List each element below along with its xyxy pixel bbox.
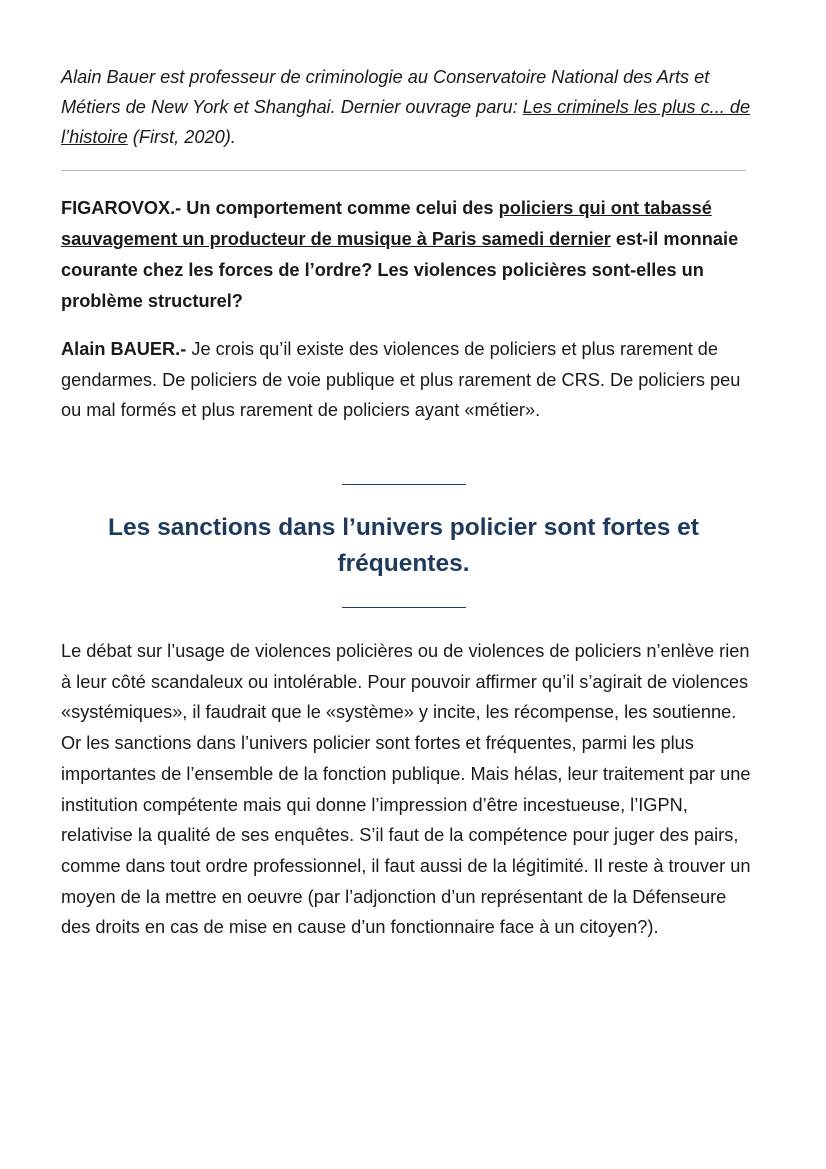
- body-paragraph: Le débat sur l’usage de violences policières ou de violences de policiers n’enlève rien à leur côté scandaleux ou intolérable. Pour pouvoir affirmer qu’il s’agirait de violences «systémiques», il faudrait que le «système» y incite, les récompense, les soutienne. Or les sanctions dans l’univers policier sont fortes et fréquentes, parmi les plus importantes de l’ensemble de la fonction publique. Mais hélas, leur traitement par une institution compétente mais qui donne l’impression d’être incestueuse, l’IGPN, relativise la qualité de ses enquêtes. S’il faut de la compétence pour juger des pairs, comme dans tout ordre professionnel, il faut aussi de la légitimité. Il reste à trouver un moyen de la mettre en oeuvre (par l’adjonction d’un représentant de la Défenseure des droits en cas de mise en cause d’un fonctionnaire face à un citoyen?).: [61, 641, 751, 938]
- answer-text: Je crois qu’il existe des violences de policiers et plus rarement de gendarmes. De policiers de voie publique et plus rarement de CRS. De policiers peu ou mal formés et plus rarement de policiers ayant «métier».: [61, 339, 741, 420]
- author-bio-publisher: (First, 2020).: [127, 127, 236, 147]
- author-bio: [61, 62, 751, 152]
- question-text-start: Un comportement comme celui des: [186, 198, 499, 218]
- interview-answer: [61, 334, 751, 426]
- subhead-rule-bottom: [342, 607, 466, 608]
- section-divider: [61, 170, 746, 171]
- book-link[interactable]: Les criminels les plus c... de l’histoire: [61, 97, 751, 147]
- question-speaker: FIGAROVOX.-: [61, 198, 187, 218]
- author-bio-text: Alain Bauer est professeur de criminologie au Conservatoire National des Arts et Métiers de New York et Shanghai. Dernier ouvrage paru:: [61, 67, 710, 117]
- question-text-end: est-il monnaie courante chez les forces de l’ordre? Les violences policières sont-elles un problème structurel?: [61, 229, 739, 311]
- interview-question: [61, 193, 751, 317]
- answer-speaker: Alain BAUER.-: [61, 339, 187, 359]
- section-subheading: Les sanctions dans l’univers policier sont fortes et fréquentes.: [108, 514, 699, 577]
- police-beating-article-link[interactable]: policiers qui ont tabassé sauvagement un producteur de musique à Paris samedi dernier: [61, 198, 712, 249]
- subhead-rule-top: [342, 484, 466, 485]
